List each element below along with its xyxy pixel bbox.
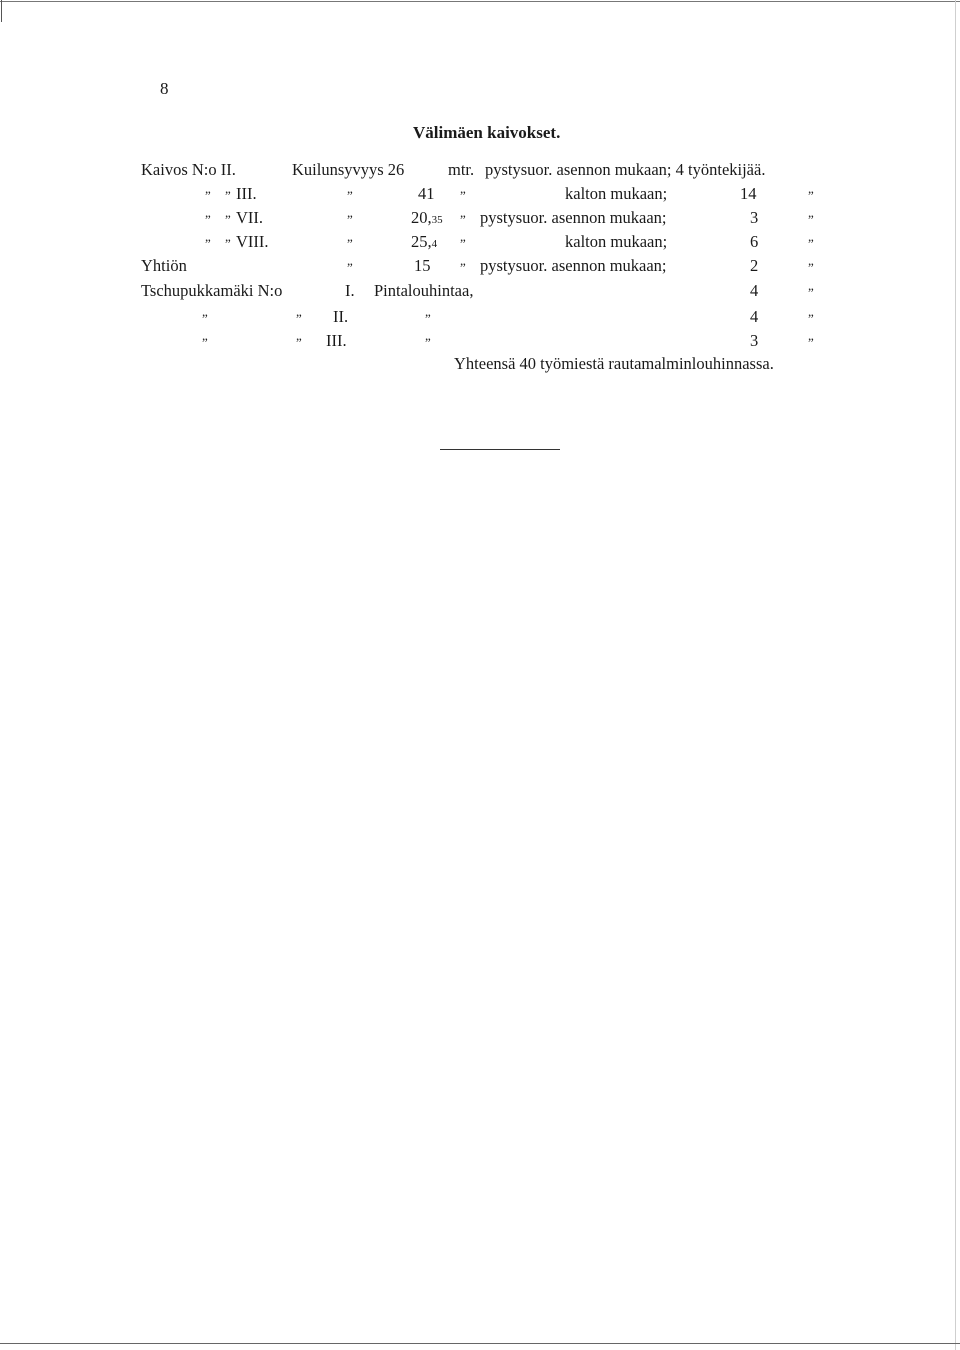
row-count: 14 [740, 184, 757, 203]
row-count: 4 [750, 307, 759, 326]
scan-edge-right [955, 0, 956, 1350]
ditto-mark: ” [347, 212, 353, 227]
row-method: Pintalouhintaa, [374, 281, 474, 300]
row-depth: 20,35 [411, 208, 443, 227]
ditto-mark: ” [225, 188, 231, 203]
ditto-mark: ” [202, 311, 208, 326]
row-number: II. [333, 307, 349, 326]
ditto-mark: ” [460, 188, 466, 203]
ditto-mark: ” [225, 212, 231, 227]
row-method: pystysuor. asennon mukaan; [480, 208, 667, 227]
ditto-mark: ” [808, 285, 814, 300]
row-method: pystysuor. asennon mukaan; 4 työntekijää. [485, 160, 766, 179]
scan-edge-left [1, 0, 2, 22]
ditto-mark: ” [425, 311, 431, 326]
ditto-mark: ” [296, 335, 302, 350]
ditto-mark: ” [347, 236, 353, 251]
row-number: III. [236, 184, 257, 203]
row-number: VII. [236, 208, 264, 227]
page-number: 8 [160, 79, 169, 98]
scan-edge-top [0, 1, 960, 2]
ditto-mark: ” [225, 236, 231, 251]
row-label: Kaivos N:o II. [141, 160, 236, 179]
ditto-mark: ” [808, 212, 814, 227]
ditto-mark: ” [347, 260, 353, 275]
row-label: Tschupukkamäki N:o [141, 281, 283, 300]
ditto-mark: ” [808, 311, 814, 326]
ditto-mark: ” [808, 188, 814, 203]
ditto-mark: ” [808, 260, 814, 275]
page-title: Välimäen kaivokset. [413, 123, 561, 142]
ditto-mark: ” [205, 212, 211, 227]
row-method: kalton mukaan; [565, 232, 668, 251]
ditto-mark: ” [808, 335, 814, 350]
ditto-mark: ” [202, 335, 208, 350]
total-line: Yhteensä 40 työmiestä rautamalminlouhinnassa. [454, 354, 774, 373]
row-count: 3 [750, 208, 759, 227]
section-divider [440, 449, 560, 450]
ditto-mark: ” [296, 311, 302, 326]
row-number: III. [326, 331, 347, 350]
row-depth: 15 [414, 256, 431, 275]
row-number: VIII. [236, 232, 269, 251]
ditto-mark: ” [460, 236, 466, 251]
row-depth: 25,4 [411, 232, 438, 251]
row-count: 4 [750, 281, 759, 300]
row-count: 2 [750, 256, 759, 275]
ditto-mark: ” [460, 260, 466, 275]
row-count: 3 [750, 331, 759, 350]
ditto-mark: ” [808, 236, 814, 251]
row-number: I. [345, 281, 355, 300]
ditto-mark: ” [460, 212, 466, 227]
row-count: 6 [750, 232, 759, 251]
ditto-mark: ” [205, 188, 211, 203]
row-label: Yhtiön [141, 256, 187, 275]
unit: mtr. [448, 160, 475, 179]
ditto-mark: ” [205, 236, 211, 251]
scan-edge-bottom [0, 1343, 960, 1344]
row-method: kalton mukaan; [565, 184, 668, 203]
row-method: pystysuor. asennon mukaan; [480, 256, 667, 275]
row-description: Kuilunsyvyys 26 [292, 160, 405, 179]
ditto-mark: ” [425, 335, 431, 350]
ditto-mark: ” [347, 188, 353, 203]
row-depth: 41 [418, 184, 435, 203]
